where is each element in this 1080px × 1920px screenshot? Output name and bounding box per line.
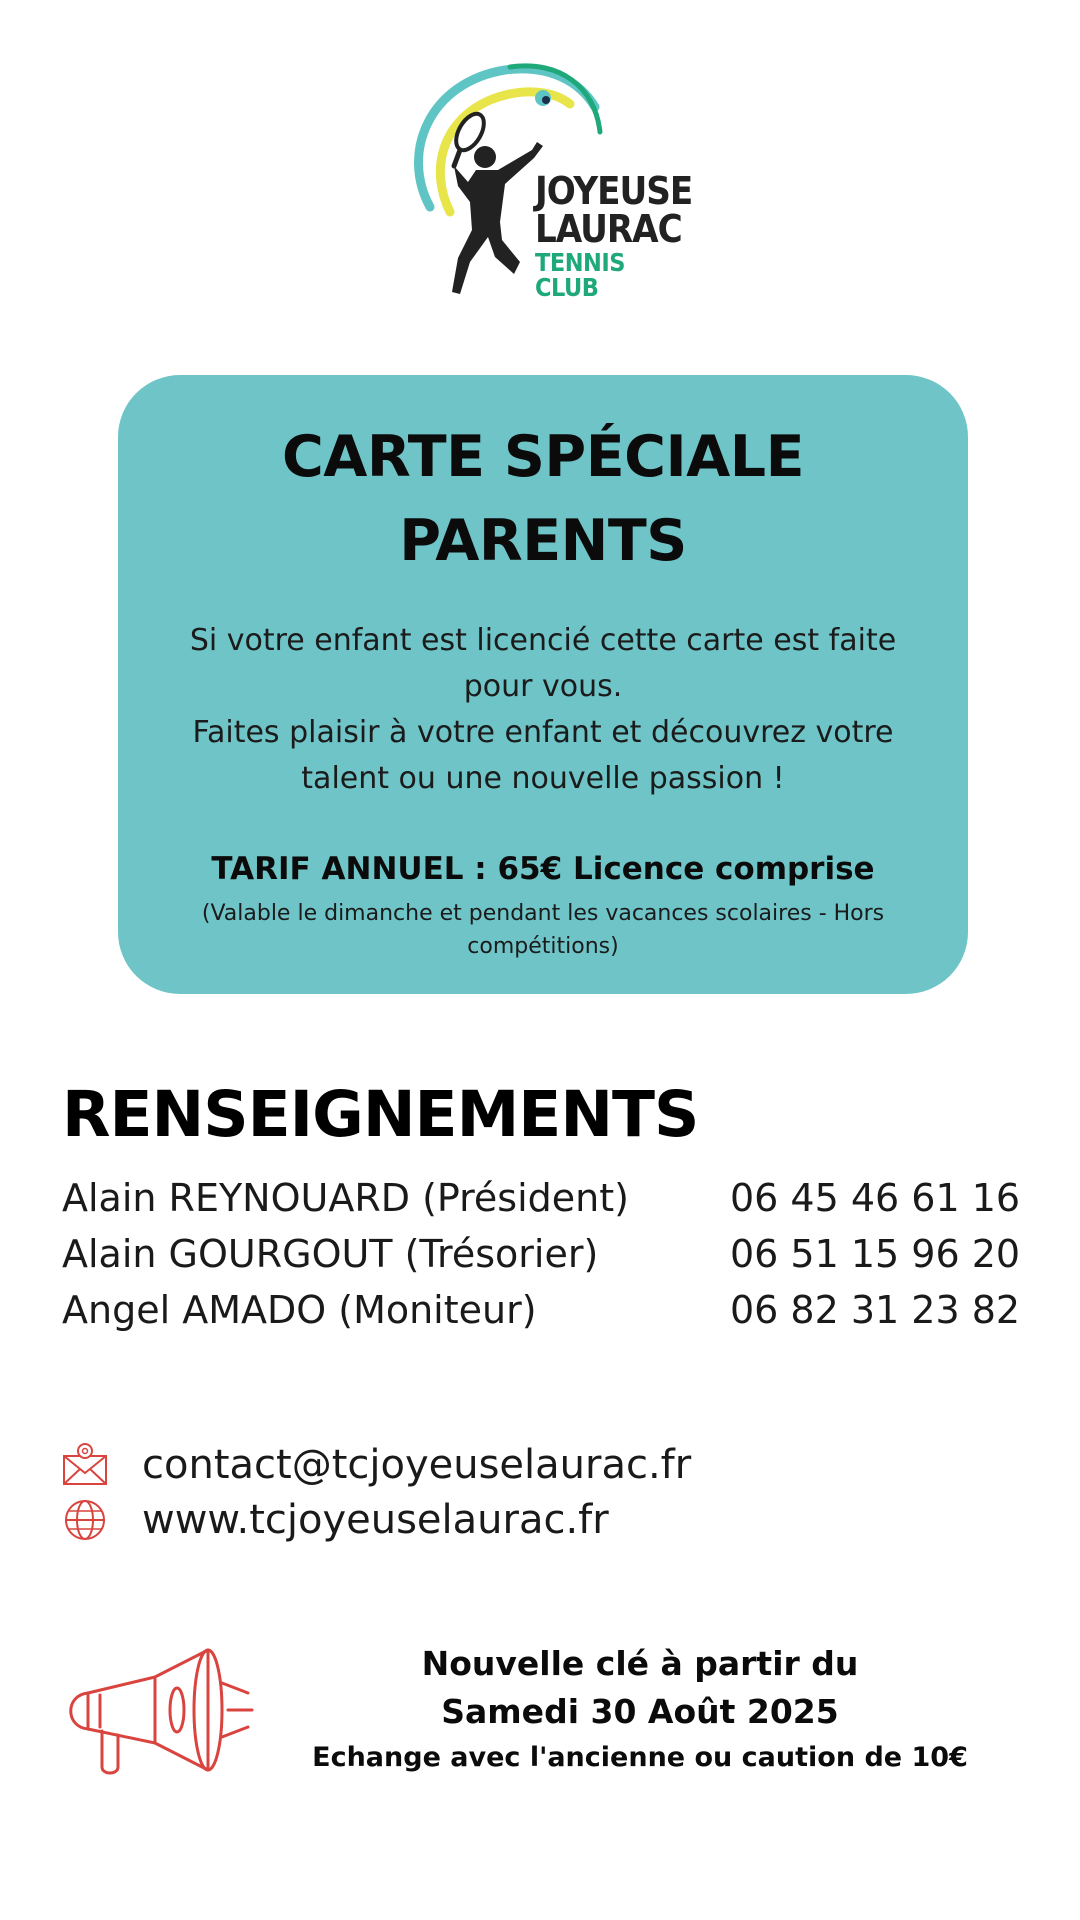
card-body-line3: Faites plaisir à votre enfant et découvrez votre	[192, 715, 894, 750]
annual-price: TARIF ANNUEL : 65€ Licence comprise	[211, 851, 875, 887]
club-name-line2: LAURAC	[535, 207, 682, 251]
card-body-line1: Si votre enfant est licencié cette carte est faite	[189, 623, 897, 658]
card-title	[118, 415, 968, 583]
price-conditions-line1: (Valable le dimanche et pendant les vacances scolaires - Hors	[201, 901, 885, 926]
email-link[interactable]: contact@tcjoyeuselaurac.fr	[142, 1442, 692, 1488]
contact-name: Alain GOURGOUT (Trésorier)	[62, 1232, 599, 1276]
megaphone-icon	[60, 1645, 255, 1780]
website-link[interactable]: www.tcjoyeuselaurac.fr	[142, 1497, 609, 1543]
contact-phone[interactable]: 06 82 31 23 82	[730, 1288, 1021, 1332]
club-name-line1: JOYEUSE	[535, 169, 693, 213]
card-title-line1: CARTE SPÉCIALE	[281, 424, 805, 490]
info-heading: RENSEIGNEMENTS	[62, 1078, 699, 1151]
club-name	[535, 169, 693, 302]
contact-name: Alain REYNOUARD (Président)	[62, 1176, 629, 1220]
offer-card	[118, 375, 968, 994]
club-name-subtitle: TENNIS CLUB	[535, 248, 625, 302]
contact-row	[62, 1282, 1022, 1338]
contact-name: Angel AMADO (Moniteur)	[62, 1288, 537, 1332]
price-conditions	[158, 897, 928, 963]
card-description	[148, 618, 938, 802]
contact-phone[interactable]: 06 45 46 61 16	[730, 1176, 1021, 1220]
card-body-line4: talent ou une nouvelle passion !	[301, 761, 785, 796]
notice-line1: Nouvelle clé à partir du	[421, 1644, 859, 1683]
contact-row	[62, 1170, 1022, 1226]
envelope-icon	[62, 1442, 108, 1488]
club-logo	[410, 62, 693, 302]
contact-list	[62, 1170, 1022, 1338]
key-change-notice	[280, 1640, 1000, 1780]
notice-line3: Echange avec l'ancienne ou caution de 10€	[312, 1742, 968, 1773]
megaphone-graphic	[60, 1645, 255, 1780]
contact-row	[62, 1226, 1022, 1282]
email-row	[62, 1442, 691, 1488]
card-title-line2: PARENTS	[399, 508, 687, 574]
price-conditions-line2: compétitions)	[467, 934, 619, 959]
website-row	[62, 1497, 609, 1543]
card-body-line2: pour vous.	[463, 669, 623, 704]
contact-phone[interactable]: 06 51 15 96 20	[730, 1232, 1021, 1276]
globe-icon	[62, 1497, 108, 1543]
notice-date: Samedi 30 Août 2025	[441, 1692, 839, 1731]
